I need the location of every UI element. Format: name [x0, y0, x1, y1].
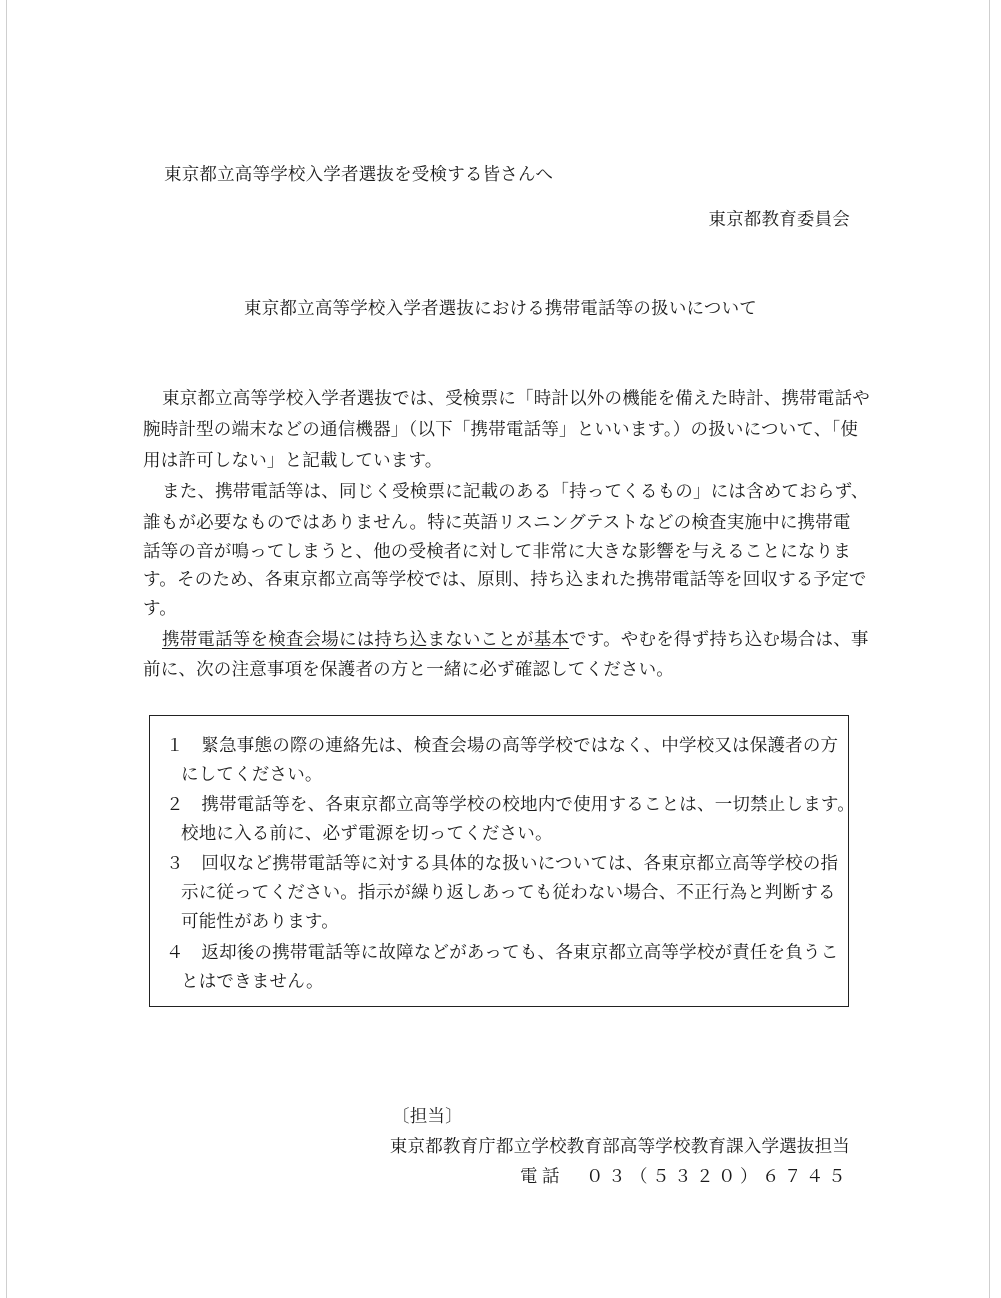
- notice-4-line-2: とはできません。: [181, 972, 324, 992]
- paragraph-2-line-5: す。: [143, 599, 177, 619]
- notice-3-line-2: 示に従ってください。指示が繰り返しあっても従わない場合、不正行為と判断する: [181, 883, 836, 903]
- paragraph-1-line-3: 用は許可しない」と記載しています。: [143, 451, 443, 471]
- page-edge-right: [989, 0, 990, 1298]
- paragraph-1-line-1: 東京都立高等学校入学者選抜では、受検票に「時計以外の機能を備えた時計、携帯電話や: [162, 389, 870, 409]
- paragraph-2-line-2: 誰もが必要なものではありません。特に英語リスニングテストなどの検査実施中に携帯電: [143, 513, 851, 533]
- addressee: 東京都立高等学校入学者選抜を受検する皆さんへ: [164, 165, 554, 185]
- paragraph-1-line-2: 腕時計型の端末などの通信機器」（以下「携帯電話等」といいます。）の扱いについて、「使: [143, 420, 859, 440]
- notice-3-line-1: ３ 回収など携帯電話等に対する具体的な扱いについては、各東京都立高等学校の指: [166, 854, 839, 874]
- paragraph-2-line-3: 話等の音が鳴ってしまうと、他の受検者に対して非常に大きな影響を与えることになりま: [143, 542, 851, 562]
- paragraph-2-line-4: す。そのため、各東京都立高等学校では、原則、持ち込まれた携帯電話等を回収する予定で: [143, 570, 867, 590]
- document-title: 東京都立高等学校入学者選抜における携帯電話等の扱いについて: [244, 299, 757, 319]
- notice-4-line-1: ４ 返却後の携帯電話等に故障などがあっても、各東京都立高等学校が責任を負うこ: [166, 943, 839, 963]
- notice-2-line-2: 校地に入る前に、必ず電源を切ってください。: [181, 824, 553, 844]
- notice-2-line-1: ２ 携帯電話等を、各東京都立高等学校の校地内で使用することは、一切禁止します。: [166, 795, 855, 815]
- page-edge-left: [6, 0, 7, 1298]
- contact-label: 〔担当〕: [392, 1107, 463, 1127]
- contact-phone: 電話 ０３（５３２０）６７４５: [520, 1167, 850, 1187]
- notice-1-line-2: にしてください。: [181, 765, 323, 785]
- paragraph-3-line-1-rest: です。やむを得ず持ち込む場合は、事: [569, 630, 869, 650]
- notice-3-line-3: 可能性があります。: [181, 912, 339, 932]
- paragraph-3-line-2: 前に、次の注意事項を保護者の方と一緒に必ず確認してください。: [143, 660, 674, 680]
- contact-department: 東京都教育庁都立学校教育部高等学校教育課入学選抜担当: [389, 1137, 850, 1157]
- underlined-key-rule: 携帯電話等を検査会場には持ち込まないことが基本: [162, 630, 570, 650]
- notice-1-line-1: １ 緊急事態の際の連絡先は、検査会場の高等学校ではなく、中学校又は保護者の方: [166, 736, 839, 756]
- paragraph-2-line-1: また、携帯電話等は、同じく受検票に記載のある「持ってくるもの」には含めておらず、: [162, 482, 869, 502]
- paragraph-3-line-1: [162, 628, 869, 652]
- issuer: 東京都教育委員会: [708, 210, 850, 230]
